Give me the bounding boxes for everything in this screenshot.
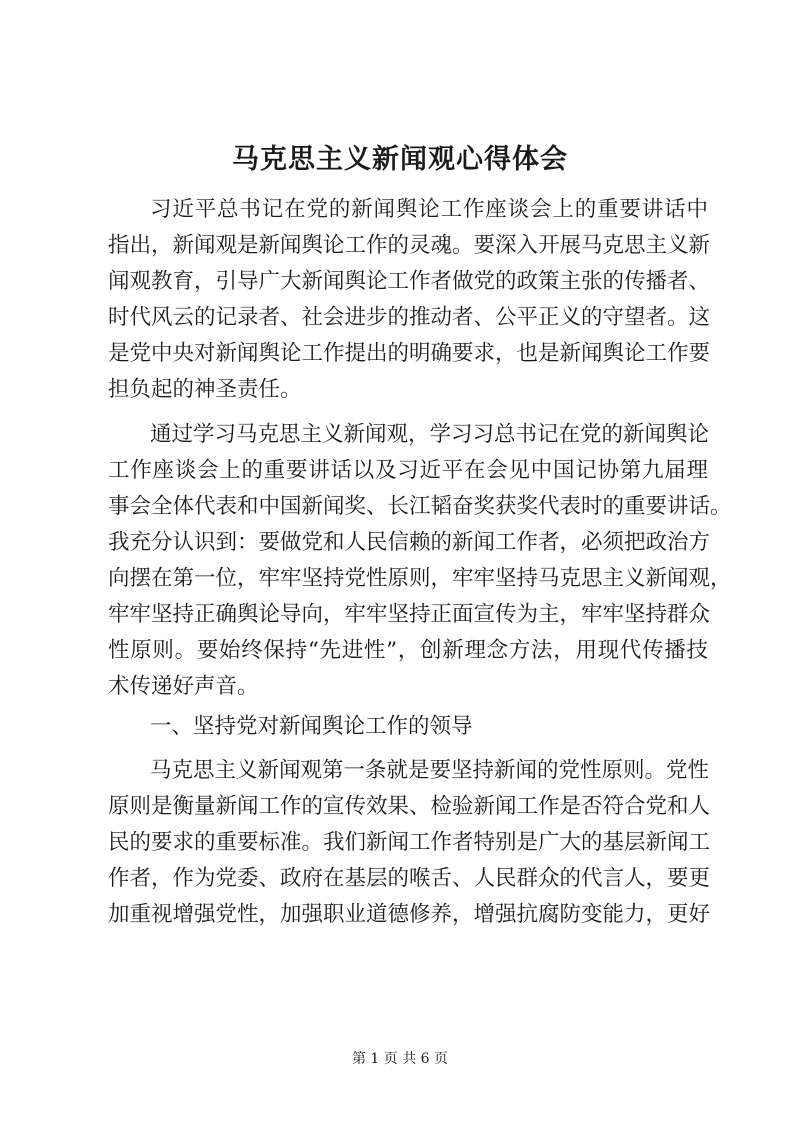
paragraph-line: 通过学习马克思主义新闻观，学习习总书记在党的新闻舆论 [150, 422, 710, 447]
paragraph-line: 事会全体代表和中国新闻奖、长江韬奋奖获奖代表时的重要讲话。 [108, 494, 732, 519]
paragraph-line: 加重视增强党性，加强职业道德修养，增强抗腐防变能力，更好 [108, 902, 711, 927]
paragraph-line: 性原则。要始终保持“先进性”，创新理念方法，用现代传播技 [108, 638, 708, 663]
paragraph-line: 民的要求的重要标准。我们新闻工作者特别是广大的基层新闻工 [108, 830, 711, 855]
paragraph-line: 担负起的神圣责任。 [108, 377, 302, 402]
paragraph-line: 向摆在第一位，牢牢坚持党性原则，牢牢坚持马克思主义新闻观， [108, 566, 732, 591]
paragraph-line: 我充分认识到：要做党和人民信赖的新闻工作者，必须把政治方 [108, 530, 711, 555]
paragraph-line: 时代风云的记录者、社会进步的推动者、公平正义的守望者。这 [108, 305, 711, 330]
paragraph-line: 原则是衡量新闻工作的宣传效果、检验新闻工作是否符合党和人 [108, 794, 711, 819]
paragraph-line: 工作座谈会上的重要讲话以及习近平在会见中国记协第九届理 [108, 458, 708, 483]
document-title: 马克思主义新闻观心得体会 [232, 144, 568, 175]
page-footer: 第 1 页 共 6 页 [351, 1051, 449, 1067]
paragraph-line: 作者，作为党委、政府在基层的喉舌、人民群众的代言人，要更 [108, 866, 711, 891]
section-heading: 一、坚持党对新闻舆论工作的领导 [150, 714, 473, 739]
paragraph-line: 是党中央对新闻舆论工作提出的明确要求，也是新闻舆论工作要 [108, 341, 711, 366]
paragraph-line: 习近平总书记在党的新闻舆论工作座谈会上的重要讲话中 [150, 197, 708, 222]
paragraph-line: 指出，新闻观是新闻舆论工作的灵魂。要深入开展马克思主义新 [108, 233, 711, 258]
paragraph-line: 牢牢坚持正确舆论导向，牢牢坚持正面宣传为主，牢牢坚持群众 [108, 602, 711, 627]
paragraph-line: 马克思主义新闻观第一条就是要坚持新闻的党性原则。党性 [150, 758, 710, 783]
paragraph-line: 术传递好声音。 [108, 674, 259, 699]
paragraph-line: 闻观教育，引导广大新闻舆论工作者做党的政策主张的传播者、 [108, 269, 711, 294]
